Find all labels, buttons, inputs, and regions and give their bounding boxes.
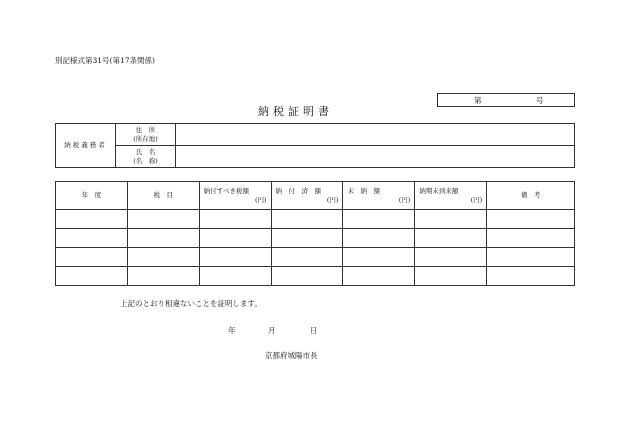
table-cell[interactable] xyxy=(56,210,128,229)
table-cell[interactable] xyxy=(56,229,128,248)
table-cell[interactable] xyxy=(487,267,575,286)
number-suffix: 号 xyxy=(536,96,544,105)
address-label: 住 所 xyxy=(135,125,156,134)
table-row xyxy=(56,267,575,286)
table-row xyxy=(56,229,575,248)
header-tax-item: 税 目 xyxy=(127,182,199,210)
header-amount-due: 納付すべき税額 (円) xyxy=(199,182,271,210)
certification-statement: 上記のとおり相違ないことを証明します。 xyxy=(120,299,262,308)
certificate-number-box[interactable] xyxy=(437,93,575,107)
table-cell[interactable] xyxy=(343,229,415,248)
table-cell[interactable] xyxy=(271,210,343,229)
table-cell[interactable] xyxy=(487,248,575,267)
table-cell[interactable] xyxy=(199,210,271,229)
header-remarks: 備 考 xyxy=(487,182,575,210)
table-cell[interactable] xyxy=(415,267,487,286)
header-year: 年 度 xyxy=(56,182,128,210)
taxpayer-table xyxy=(55,123,575,168)
table-cell[interactable] xyxy=(56,267,128,286)
issuer-name: 京都府城陽市長 xyxy=(265,351,318,360)
table-cell[interactable] xyxy=(343,248,415,267)
name-sub-label: (名 称) xyxy=(133,156,158,165)
table-cell[interactable] xyxy=(271,248,343,267)
table-cell[interactable] xyxy=(56,248,128,267)
name-field[interactable] xyxy=(176,146,575,168)
tax-table xyxy=(55,181,575,286)
table-cell[interactable] xyxy=(127,210,199,229)
table-cell[interactable] xyxy=(343,267,415,286)
form-label: 別記様式第31号(第17条関係) xyxy=(55,56,155,65)
taxpayer-section-label: 納税義務者 xyxy=(64,141,107,150)
number-prefix: 第 xyxy=(474,96,482,105)
date-month: 月 xyxy=(268,326,276,335)
header-not-yet-due: 納期未到来額 (円) xyxy=(415,182,487,210)
taxpayer-section-cell xyxy=(56,124,116,168)
header-unpaid: 未 納 額 (円) xyxy=(343,182,415,210)
date-year: 年 xyxy=(228,326,236,335)
name-label: 氏 名 xyxy=(135,147,156,156)
address-sub-label: (所在地) xyxy=(133,134,158,143)
table-cell[interactable] xyxy=(127,248,199,267)
table-cell[interactable] xyxy=(271,267,343,286)
table-cell[interactable] xyxy=(415,248,487,267)
table-cell[interactable] xyxy=(127,229,199,248)
name-label-cell xyxy=(116,146,176,168)
table-cell[interactable] xyxy=(343,210,415,229)
table-cell[interactable] xyxy=(487,210,575,229)
table-cell[interactable] xyxy=(127,267,199,286)
table-cell[interactable] xyxy=(271,229,343,248)
table-row xyxy=(56,248,575,267)
table-cell[interactable] xyxy=(487,229,575,248)
date-day: 日 xyxy=(310,326,318,335)
table-cell[interactable] xyxy=(199,229,271,248)
header-paid: 納 付 済 額 (円) xyxy=(271,182,343,210)
table-cell[interactable] xyxy=(199,248,271,267)
table-row xyxy=(56,210,575,229)
table-cell[interactable] xyxy=(199,267,271,286)
table-cell[interactable] xyxy=(415,229,487,248)
address-field[interactable] xyxy=(176,124,575,146)
page-title: 納税証明書 xyxy=(258,105,333,118)
address-label-cell xyxy=(116,124,176,146)
table-cell[interactable] xyxy=(415,210,487,229)
